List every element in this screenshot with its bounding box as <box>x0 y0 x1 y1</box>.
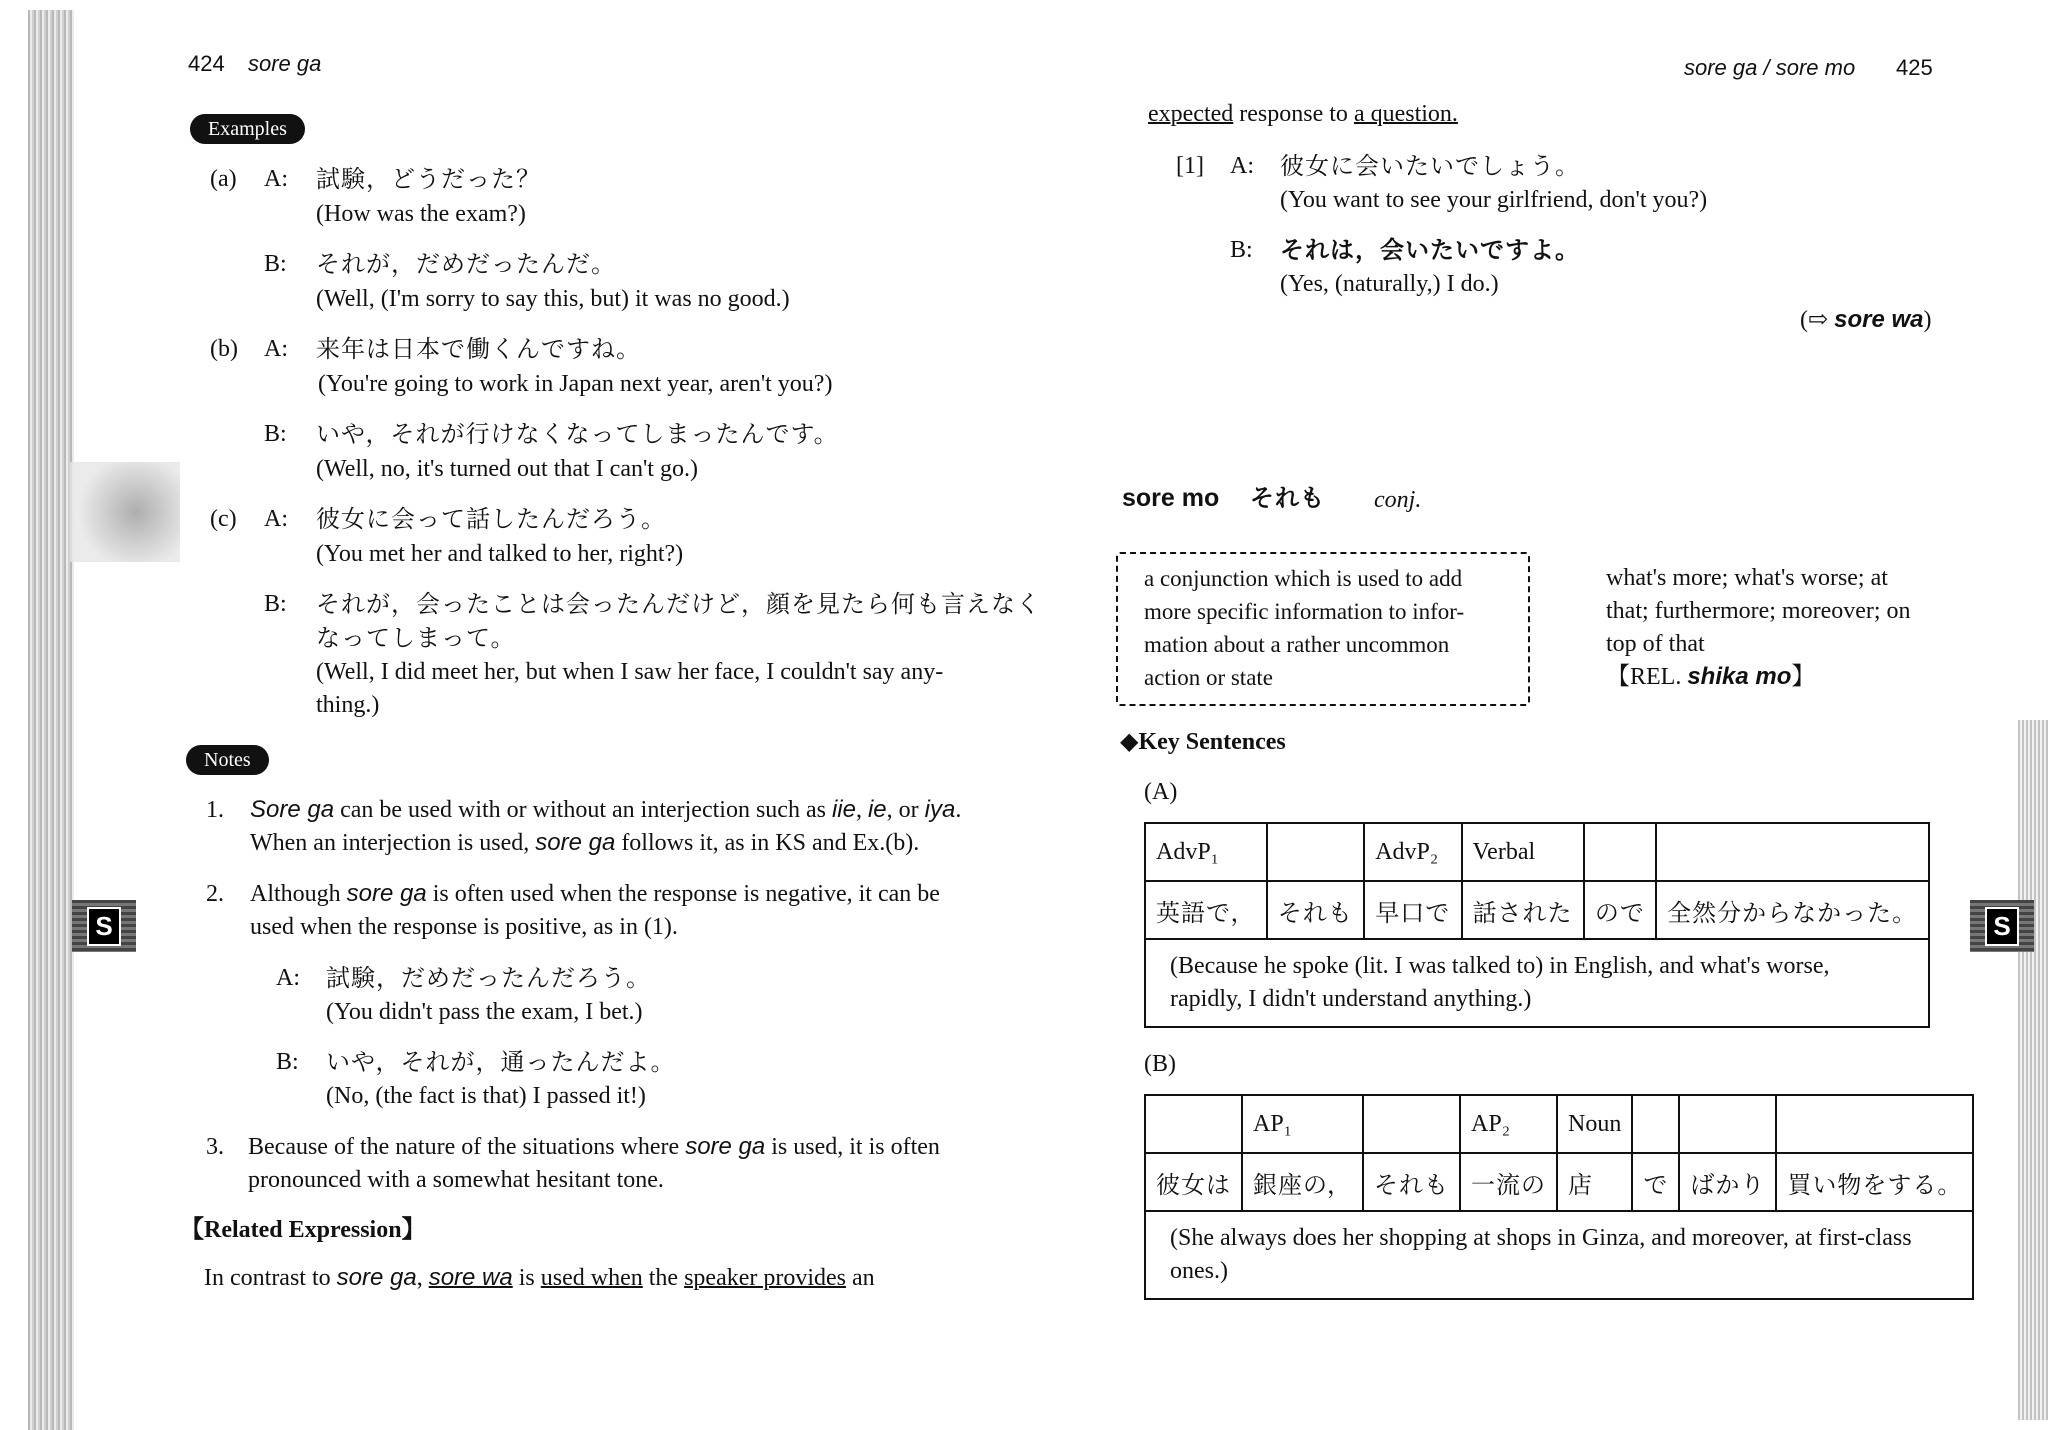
table-cell: 英語で， <box>1145 881 1267 939</box>
table-row <box>1145 1211 1973 1299</box>
part-of-speech: conj. <box>1374 487 1422 513</box>
table-cell: ので <box>1584 881 1656 939</box>
definition-line: a conjunction which is used to add <box>1144 566 1463 591</box>
example-jp: いや，それが，通ったんだよ。 <box>326 1048 676 1076</box>
continued-text: expected response to a question. <box>1148 101 1458 127</box>
example-en: (Yes, (naturally,) I do.) <box>1280 271 1499 297</box>
speaker: A: <box>276 965 300 991</box>
table-cell <box>1267 823 1364 881</box>
table-cell: それも <box>1267 881 1364 939</box>
example-letter: (b) <box>210 336 238 362</box>
book-binding-edge <box>28 10 74 1430</box>
examples-label: Examples <box>190 114 305 144</box>
table-cell: AdvP₁ <box>1145 823 1267 881</box>
example-en: (How was the exam?) <box>316 201 526 227</box>
example-jp: 来年は日本で働くんですね。 <box>316 335 641 363</box>
example-en: (You met her and talked to her, right?) <box>316 541 684 567</box>
example-jp: それが，会ったことは会ったんだけど，顔を見たら何も言えなく <box>316 590 1041 618</box>
definition-line: more specific information to infor- <box>1144 599 1465 624</box>
example-jp: なってしまって。 <box>316 624 516 652</box>
thumb-index-tab: S <box>72 900 136 952</box>
definition-line: mation about a rather uncommon <box>1144 632 1450 657</box>
table-row <box>1145 939 1929 1027</box>
table-cell <box>1145 1095 1242 1153</box>
speaker: A: <box>1230 153 1254 179</box>
page-number: 425 <box>1896 55 1933 80</box>
table-cell <box>1584 823 1656 881</box>
entry-japanese: それも <box>1250 484 1325 512</box>
note-text: When an interjection is used, sore ga follows it, as in KS and Ex.(b). <box>250 829 920 856</box>
table-cell: それも <box>1363 1153 1460 1211</box>
table-cell: 一流の <box>1460 1153 1557 1211</box>
table-header-row <box>1145 1095 1973 1153</box>
example-en: (You want to see your girlfriend, don't you?) <box>1280 187 1708 213</box>
thumb-index-tab: S <box>1970 900 2034 952</box>
definition-box <box>1116 552 1530 706</box>
speaker: B: <box>264 591 287 617</box>
table-cell: AP₁ <box>1242 1095 1363 1153</box>
example-letter: (c) <box>210 506 237 532</box>
table-cell: 彼女は <box>1145 1153 1242 1211</box>
example-jp: それが，だめだったんだ。 <box>316 250 616 278</box>
gloss-line: what's more; what's worse; at <box>1606 565 1888 591</box>
example-letter: (a) <box>210 166 237 192</box>
table-cell: 話された <box>1462 881 1584 939</box>
table-cell: Noun <box>1557 1095 1632 1153</box>
note-text: pronounced with a somewhat hesitant tone. <box>248 1167 664 1193</box>
example-jp: 試験，どうだった？ <box>316 165 541 193</box>
example-jp: 試験，だめだったんだろう。 <box>326 964 651 992</box>
table-header-row <box>1145 823 1929 881</box>
key-sentence-table-a <box>1144 822 1930 1028</box>
page-edge <box>2018 720 2048 1420</box>
example-jp: 彼女に会って話したんだろう。 <box>316 505 666 533</box>
speaker: A: <box>264 166 288 192</box>
example-en: (No, (the fact is that) I passed it!) <box>326 1083 646 1109</box>
table-row <box>1145 1153 1973 1211</box>
table-cell: 銀座の， <box>1242 1153 1363 1211</box>
speaker: B: <box>264 421 287 447</box>
table-cell: 買い物をする。 <box>1776 1153 1973 1211</box>
note-number: 3. <box>206 1134 224 1160</box>
speaker: A: <box>264 506 288 532</box>
table-cell: 早口で <box>1364 881 1461 939</box>
gloss-line: top of that <box>1606 631 1705 657</box>
example-jp: それは，会いたいですよ。 <box>1280 236 1580 264</box>
table-cell: 店 <box>1557 1153 1632 1211</box>
note-text: used when the response is positive, as in (1). <box>250 914 678 940</box>
speaker: B: <box>1230 237 1253 263</box>
example-jp: いや，それが行けなくなってしまったんです。 <box>316 420 839 448</box>
translation-cell: (Because he spoke (lit. I was talked to) in English, and what's worse, rapidly, I didn't understand anything.) <box>1145 939 1929 1027</box>
page-number: 424 <box>188 51 225 76</box>
key-sentence-label: (A) <box>1144 779 1178 805</box>
note-text: Although sore ga is often used when the response is negative, it can be <box>250 880 940 907</box>
running-head: sore ga / sore mo <box>1684 55 1856 80</box>
note-text: Sore ga can be used with or without an interjection such as iie, ie, or iya. <box>250 796 962 823</box>
note-number: 1. <box>206 797 224 823</box>
example-number: [1] <box>1176 153 1204 179</box>
related-expression-text: In contrast to sore ga, sore wa is used when the speaker provides an <box>204 1264 875 1291</box>
translation-cell: (She always does her shopping at shops in Ginza, and moreover, at first-class ones.) <box>1145 1211 1973 1299</box>
example-en: (You're going to work in Japan next year, aren't you?) <box>318 371 833 397</box>
speaker: B: <box>264 251 287 277</box>
table-cell <box>1776 1095 1973 1153</box>
page-smudge <box>70 462 180 562</box>
key-sentence-table-b <box>1144 1094 1974 1300</box>
table-cell <box>1363 1095 1460 1153</box>
table-cell <box>1656 823 1929 881</box>
speaker: B: <box>276 1049 299 1075</box>
key-sentence-label: (B) <box>1144 1051 1176 1077</box>
table-cell <box>1632 1095 1679 1153</box>
table-cell: ばかり <box>1679 1153 1776 1211</box>
example-jp: 彼女に会いたいでしょう。 <box>1280 152 1580 180</box>
example-en: (Well, no, it's turned out that I can't go.) <box>316 456 698 482</box>
speaker: A: <box>264 336 288 362</box>
table-cell <box>1679 1095 1776 1153</box>
table-cell: AdvP₂ <box>1364 823 1461 881</box>
note-text: Because of the nature of the situations where sore ga is used, it is often <box>248 1133 940 1160</box>
notes-label: Notes <box>186 745 269 775</box>
cross-reference: (⇨ sore wa) <box>1800 306 1932 333</box>
gloss-line: that; furthermore; moreover; on <box>1606 598 1911 624</box>
note-number: 2. <box>206 881 224 907</box>
related-word: 【REL. shika mo】 <box>1606 663 1816 690</box>
example-en: thing.) <box>316 692 380 718</box>
entry-word: sore mo <box>1122 484 1220 512</box>
example-en: (You didn't pass the exam, I bet.) <box>326 999 643 1025</box>
table-cell: で <box>1632 1153 1679 1211</box>
table-row <box>1145 881 1929 939</box>
definition-line: action or state <box>1144 665 1274 690</box>
example-en: (Well, (I'm sorry to say this, but) it was no good.) <box>316 286 790 312</box>
table-cell: Verbal <box>1462 823 1584 881</box>
example-en: (Well, I did meet her, but when I saw her face, I couldn't say any- <box>316 659 944 685</box>
running-head: sore ga <box>248 51 322 76</box>
related-expression-heading: 【Related Expression】 <box>180 1217 426 1243</box>
key-sentences-heading: ◆Key Sentences <box>1120 729 1286 755</box>
table-cell: AP₂ <box>1460 1095 1557 1153</box>
table-cell: 全然分からなかった。 <box>1656 881 1929 939</box>
